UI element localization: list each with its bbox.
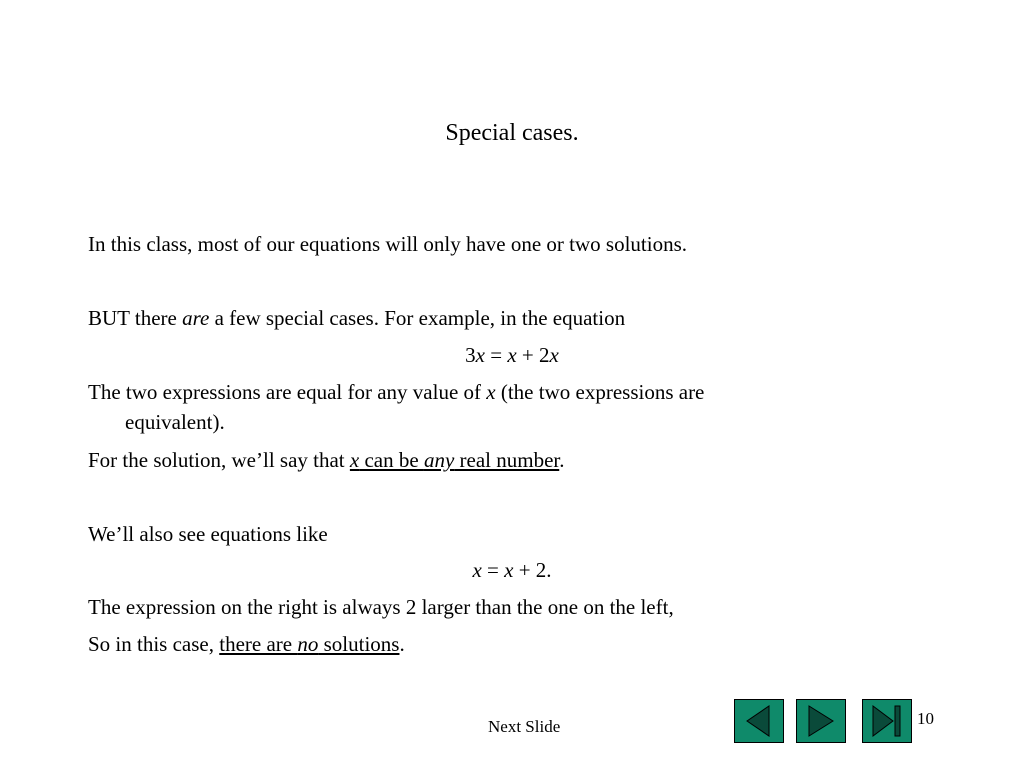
text-segment: there are bbox=[219, 632, 298, 656]
eq-variable: x bbox=[504, 558, 514, 582]
text-segment-italic: no bbox=[297, 632, 319, 656]
eq-variable: x bbox=[472, 558, 482, 582]
text-segment: solutions bbox=[318, 632, 400, 656]
triangle-right-icon bbox=[797, 700, 845, 742]
underlined-answer bbox=[219, 632, 399, 656]
text-segment: . bbox=[559, 448, 565, 472]
paragraph-intro: In this class, most of our equations will only have one or two solutions. bbox=[88, 232, 688, 256]
text-segment: can be bbox=[359, 448, 424, 472]
text-segment: a few special cases. For example, in the equation bbox=[209, 306, 626, 330]
page-number: 10 bbox=[917, 709, 934, 728]
text-segment: (the two expressions are bbox=[495, 380, 705, 404]
text-segment: For the solution, we’ll say that bbox=[88, 448, 350, 472]
eq-term: + 2. bbox=[513, 558, 552, 582]
eq-variable: x bbox=[549, 343, 559, 367]
paragraph-special-cases bbox=[88, 304, 625, 332]
text-segment: So in this case, bbox=[88, 632, 220, 656]
underlined-answer bbox=[350, 448, 559, 472]
text-segment: The two expressions are equal for any value of bbox=[88, 380, 487, 404]
eq-variable: x bbox=[349, 448, 360, 472]
paragraph-right-larger: The expression on the right is always 2 larger than the one on the left, bbox=[88, 595, 674, 619]
paragraph-no-solutions bbox=[88, 630, 405, 658]
eq-term: 3 bbox=[465, 343, 476, 367]
paragraph-solution-any bbox=[88, 446, 564, 474]
eq-term: + 2 bbox=[516, 343, 550, 367]
paragraph-also-see: We’ll also see equations like bbox=[88, 522, 328, 546]
text-segment: . bbox=[399, 632, 405, 656]
next-slide-link[interactable]: Next Slide bbox=[488, 717, 561, 736]
last-slide-button[interactable] bbox=[862, 699, 912, 743]
triangle-left-icon bbox=[735, 700, 783, 742]
eq-term: = bbox=[481, 558, 505, 582]
equation-1 bbox=[0, 341, 1024, 369]
eq-variable: x bbox=[486, 380, 496, 404]
previous-slide-button[interactable] bbox=[734, 699, 784, 743]
paragraph-equivalent bbox=[88, 378, 704, 406]
eq-term: = bbox=[484, 343, 508, 367]
eq-variable: x bbox=[507, 343, 517, 367]
text-segment: real number bbox=[454, 448, 560, 472]
skip-to-end-icon bbox=[863, 700, 911, 742]
text-segment: BUT there bbox=[88, 306, 183, 330]
next-slide-button[interactable] bbox=[796, 699, 846, 743]
paragraph-equivalent-cont: equivalent). bbox=[125, 410, 225, 434]
eq-variable: x bbox=[475, 343, 485, 367]
equation-2 bbox=[0, 556, 1024, 584]
text-segment-italic: any bbox=[423, 448, 455, 472]
slide-title: Special cases. bbox=[445, 120, 579, 146]
text-segment-italic: are bbox=[182, 306, 210, 330]
